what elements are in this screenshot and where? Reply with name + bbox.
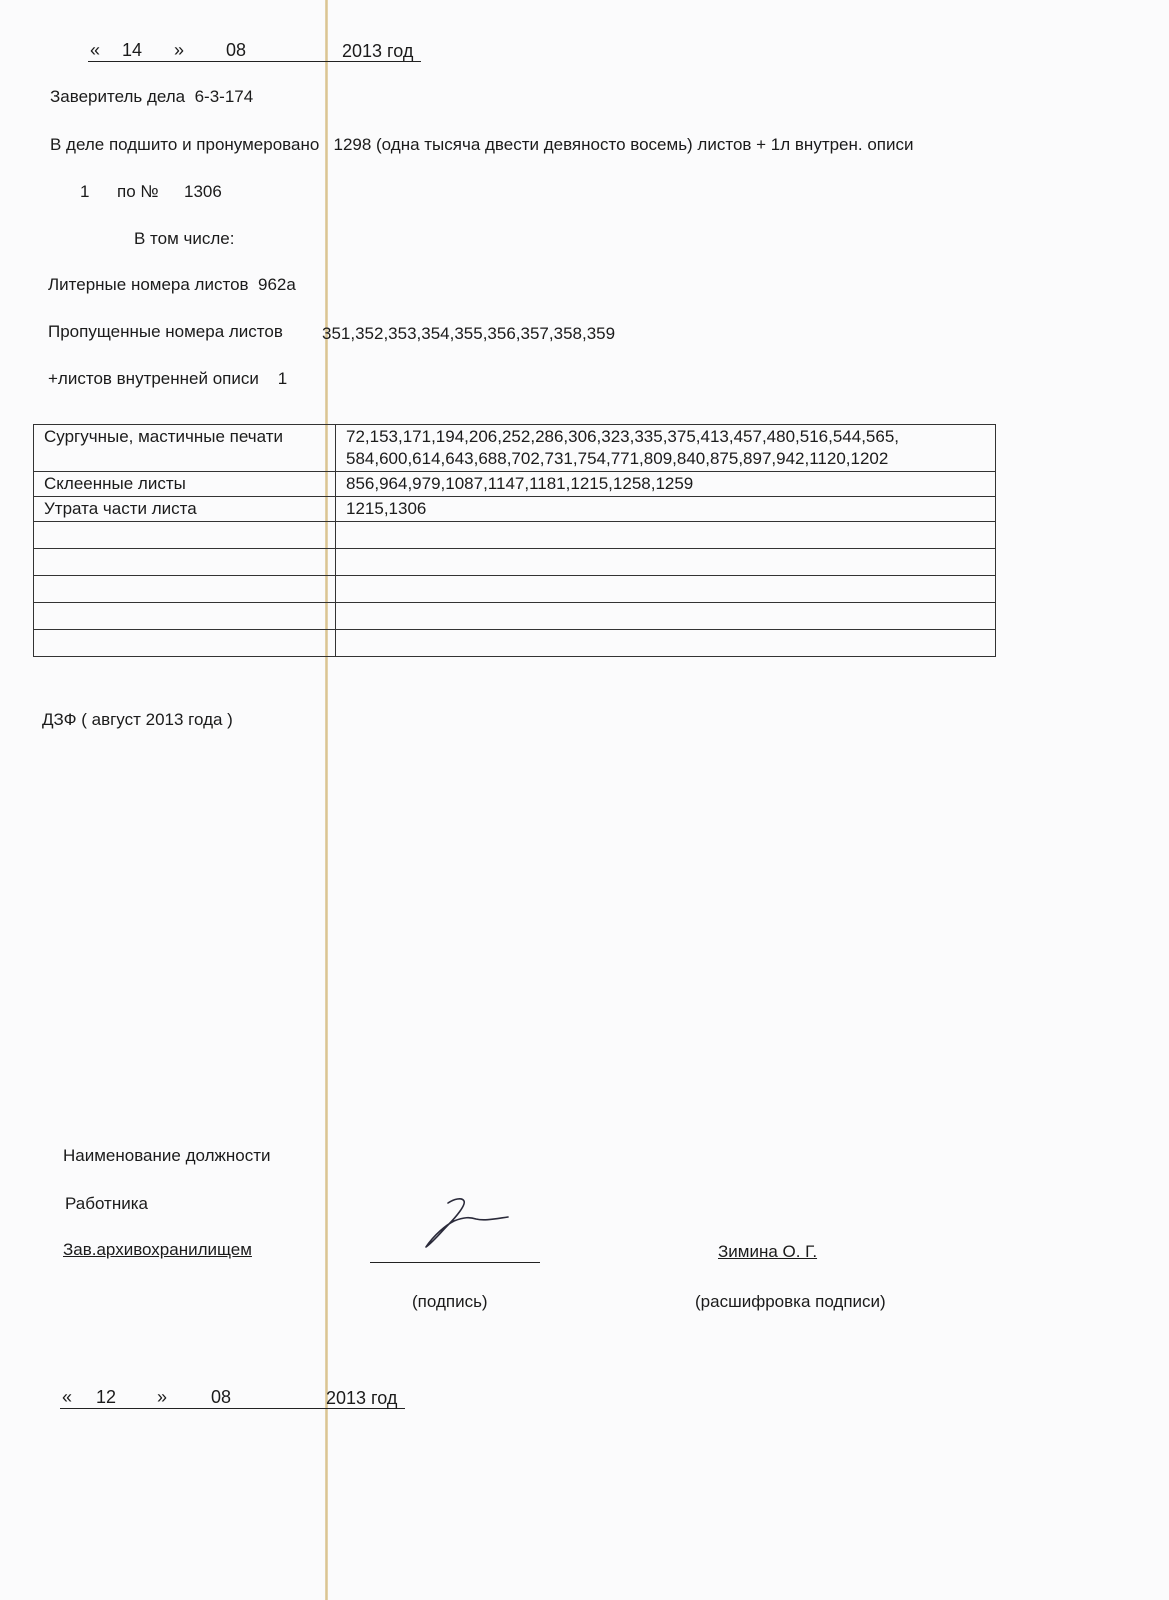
range-from: 1	[80, 182, 90, 201]
table-row-empty	[34, 549, 996, 576]
table-row	[34, 425, 996, 472]
position-title-label: Наименование должности	[63, 1146, 271, 1165]
dzf-note: ДЗФ ( август 2013 года )	[42, 710, 233, 729]
date-bottom-underline	[60, 1408, 405, 1409]
signature-mark	[420, 1195, 520, 1255]
date-top-open-quote: «	[90, 40, 101, 60]
certifier-label: Заверитель дела	[50, 87, 186, 106]
table-row-value: 1215,1306	[336, 497, 996, 522]
date-bottom-year: 2013 год	[326, 1388, 398, 1408]
certifier-value: 6-3-174	[194, 87, 254, 106]
table-row-label: Утрата части листа	[34, 497, 336, 522]
table-row-value-line: 72,153,171,194,206,252,286,306,323,335,375,413,457,480,516,544,565,	[346, 427, 900, 446]
including-label: В том числе:	[134, 229, 235, 248]
date-top-close-quote: »	[174, 40, 185, 60]
position-role: Зав.архивохранилищем	[63, 1240, 252, 1259]
table-row-empty	[34, 576, 996, 603]
table-row-empty	[34, 522, 996, 549]
table-row	[34, 497, 996, 522]
sewn-line	[50, 135, 914, 155]
sewn-count: 1298 (одна тысяча двести девяносто восемь) листов + 1л внутрен. описи	[333, 135, 914, 154]
date-bottom-day: 12	[96, 1387, 117, 1407]
inner-inventory-label: +листов внутренней описи	[48, 369, 259, 388]
table-row-label: Склеенные листы	[34, 472, 336, 497]
inner-inventory-line	[48, 369, 287, 389]
table-row-value-line: 584,600,614,643,688,702,731,754,771,809,840,875,897,942,1120,1202	[346, 449, 889, 468]
letter-numbers-value: 962а	[258, 275, 296, 294]
date-bottom-month: 08	[211, 1387, 232, 1407]
table-row-value	[336, 425, 996, 472]
table-row	[34, 472, 996, 497]
range-to: 1306	[184, 182, 222, 201]
paper-fold-line	[325, 0, 328, 1600]
table-row-label: Сургучные, мастичные печати	[34, 425, 336, 472]
date-top-day: 14	[122, 40, 143, 60]
decode-caption: (расшифровка подписи)	[695, 1292, 886, 1311]
certifier-line	[50, 87, 253, 107]
position-worker-label: Работника	[65, 1194, 148, 1213]
date-bottom-open-quote: «	[62, 1387, 73, 1407]
missing-numbers-value: 351,352,353,354,355,356,357,358,359	[322, 324, 616, 343]
sheet-features-table	[33, 424, 996, 657]
date-top-year: 2013 год	[342, 41, 414, 61]
signature-caption: (подпись)	[412, 1292, 488, 1311]
table-row-empty	[34, 630, 996, 657]
decode-name: Зимина О. Г.	[718, 1242, 818, 1261]
date-top-underline	[88, 61, 421, 62]
range-to-label: по №	[117, 182, 159, 201]
sewn-text: В деле подшито и пронумеровано	[50, 135, 320, 154]
signature-line	[370, 1262, 540, 1263]
letter-numbers-label: Литерные номера листов	[48, 275, 249, 294]
letter-numbers-line	[48, 275, 296, 295]
inner-inventory-value: 1	[277, 369, 288, 388]
table-row-value: 856,964,979,1087,1147,1181,1215,1258,1259	[336, 472, 996, 497]
missing-numbers-label: Пропущенные номера листов	[48, 322, 283, 341]
date-bottom-close-quote: »	[157, 1387, 168, 1407]
date-top-month: 08	[226, 40, 247, 60]
table-row-empty	[34, 603, 996, 630]
